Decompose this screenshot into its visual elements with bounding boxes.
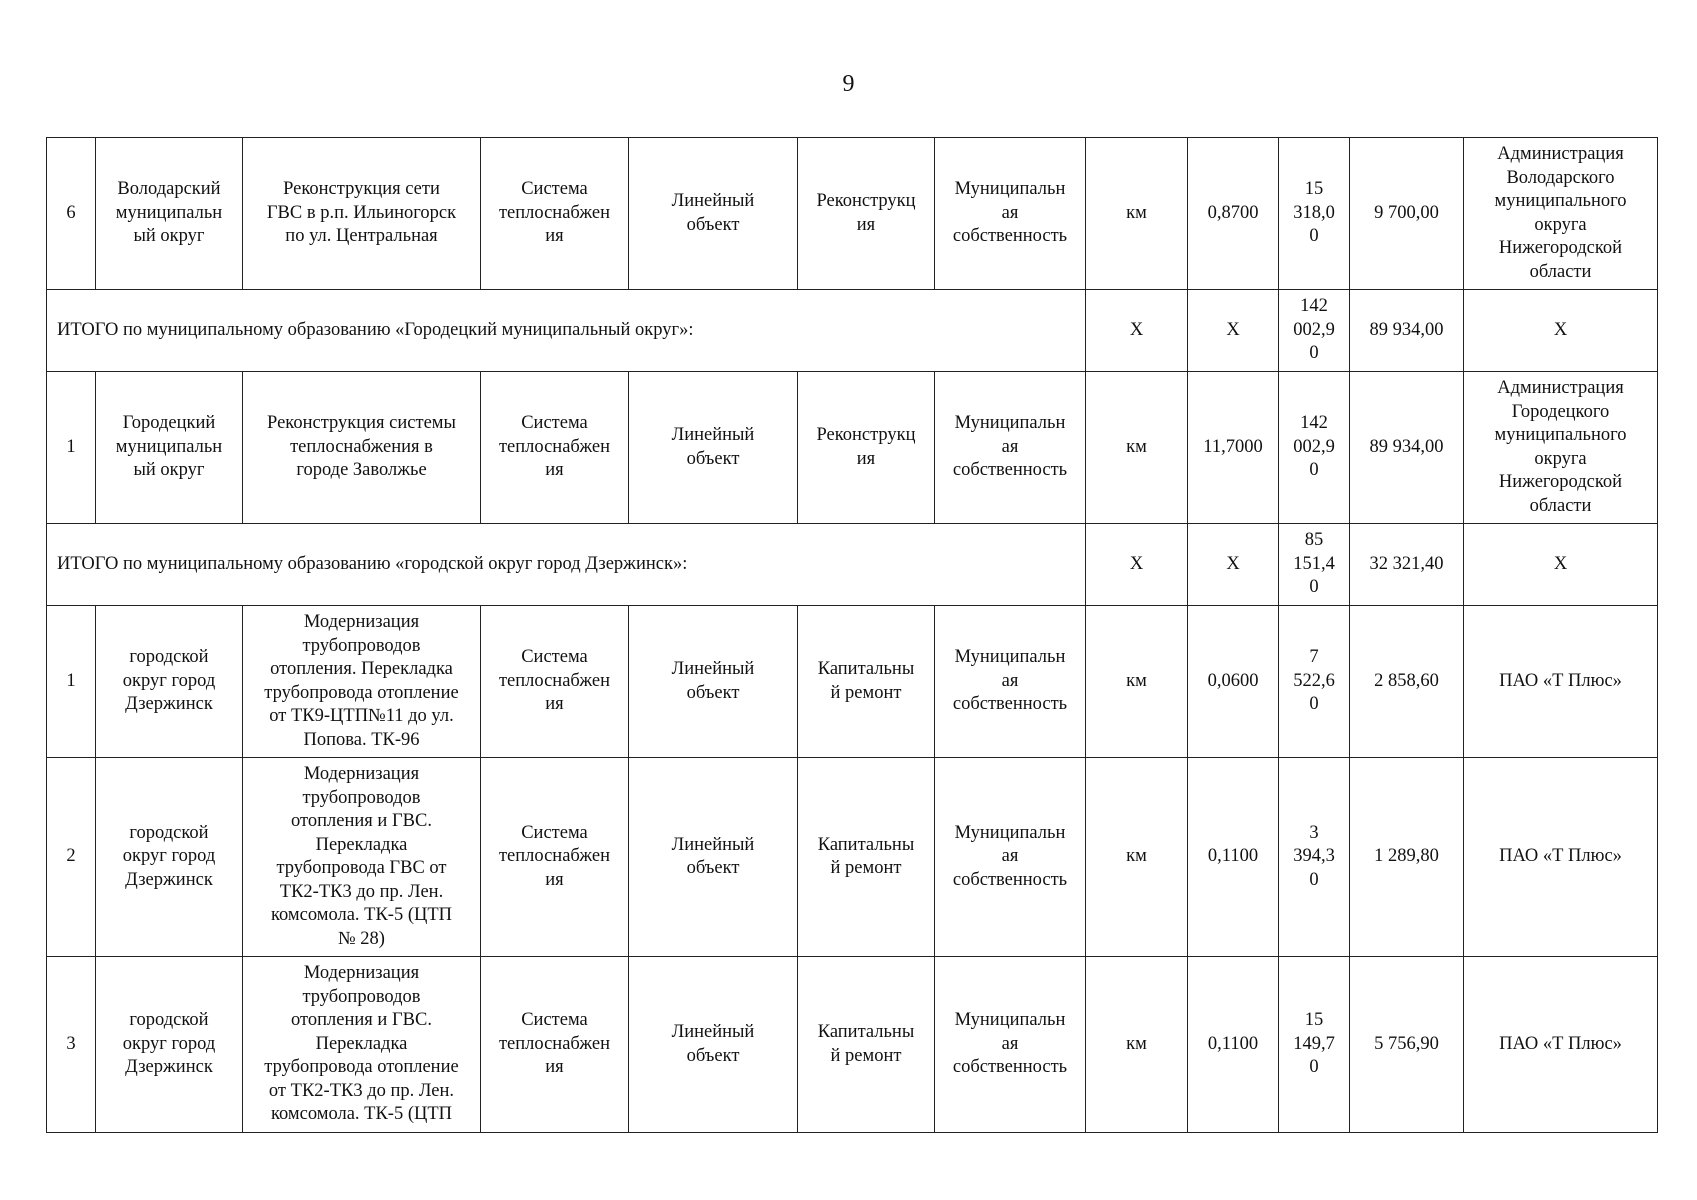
cell-line: муниципального (1494, 425, 1627, 445)
cell-line: Муниципальн (954, 647, 1066, 668)
cell-line: ТК2-ТК3 до пр. Лен. (279, 881, 444, 902)
cell-line: ия (545, 1057, 564, 1078)
cell-line: ГВС в р.п. Ильиногорск (266, 202, 457, 223)
length-cell: 0,0600 (1188, 606, 1279, 758)
total-row (47, 524, 1658, 606)
row-number: 3 (47, 957, 96, 1133)
cell-line: й ремонт (830, 682, 902, 703)
amount-cell: 2 858,60 (1350, 606, 1464, 758)
system-cell (481, 372, 629, 524)
cell-line: Перекладка (315, 834, 408, 855)
cell-line: Городецкого (1511, 401, 1610, 422)
projects-table (46, 137, 1658, 1133)
cell-line: Муниципальн (954, 822, 1066, 843)
cell-line: 002,9 (1293, 319, 1335, 340)
cell-line: Володарский (117, 179, 221, 200)
system-cell (481, 138, 629, 290)
cell-line: Линейный (671, 1022, 755, 1042)
cell-line: комсомола. ТК-5 (ЦТП (270, 905, 453, 925)
length-cell: Х (1188, 290, 1279, 372)
cell-line: собственность (952, 694, 1068, 715)
cell-line: отопления и ГВС. (291, 811, 432, 831)
cell-line: области (1529, 495, 1592, 516)
object-type-cell (629, 758, 798, 957)
object-type-cell (629, 957, 798, 1133)
total-label: ИТОГО по муниципальному образованию «Городецкий муниципальный округ»: (47, 290, 1086, 372)
system-cell (481, 957, 629, 1133)
cell-line: Дзержинск (125, 694, 213, 715)
cell-line: округ город (122, 670, 216, 691)
municipality-cell (96, 372, 243, 524)
row-number: 6 (47, 138, 96, 290)
executor-cell (1464, 138, 1658, 290)
unit-cell: км (1086, 372, 1188, 524)
amount-cell: 9 700,00 (1350, 138, 1464, 290)
cell-line: 0 (1309, 460, 1319, 481)
cell-line: Дзержинск (125, 1057, 213, 1078)
cell-line: Муниципальн (954, 413, 1066, 434)
cell-line: ия (545, 226, 564, 247)
ownership-cell (935, 372, 1086, 524)
length-cell: 0,1100 (1188, 758, 1279, 957)
cell-line: ия (856, 448, 876, 469)
unit-cell: км (1086, 606, 1188, 758)
work-type-cell (798, 758, 935, 957)
object-type-cell (629, 138, 798, 290)
cell-line: теплоснабжен (498, 846, 611, 867)
cell-line: собственность (952, 869, 1068, 890)
cell-line: Реконструкция сети (283, 179, 440, 200)
cell-line: теплоснабжен (498, 670, 611, 691)
object-type-cell (629, 372, 798, 524)
cell-line: Реконструкция системы (267, 413, 456, 434)
cell-line: комсомола. ТК-5 (ЦТП (270, 1104, 453, 1125)
table-row (47, 606, 1658, 758)
unit-cell: Х (1086, 524, 1188, 606)
cell-line: теплоснабжен (498, 202, 611, 223)
executor-cell (1464, 957, 1658, 1133)
cell-line: объект (686, 682, 740, 703)
cell-line: ый округ (133, 226, 205, 247)
cell-line: Линейный (671, 191, 755, 211)
unit-cell: км (1086, 957, 1188, 1133)
project-cell (243, 758, 481, 957)
amount-cell: 32 321,40 (1350, 524, 1464, 606)
cell-line: городской (129, 647, 209, 668)
cell-line: Модернизация (303, 764, 420, 784)
cell-line: Реконструкц (816, 191, 916, 211)
cell-line: Линейный (671, 425, 755, 445)
cell-line: 0 (1309, 694, 1319, 715)
cell-line: 318,0 (1293, 202, 1335, 223)
municipality-cell (96, 957, 243, 1133)
row-number: 1 (47, 606, 96, 758)
object-type-cell (629, 606, 798, 758)
cell-line: 0 (1309, 343, 1319, 364)
cell-line: трубопровода отопление (264, 1057, 459, 1078)
cell-line: Перекладка (315, 1033, 408, 1054)
table-row (47, 758, 1658, 957)
table-row (47, 372, 1658, 524)
executor-cell (1464, 758, 1658, 957)
cell-line: Нижегородской (1498, 238, 1623, 258)
table-row (47, 957, 1658, 1133)
cell-line: 0 (1309, 226, 1319, 247)
cell-line: Система (521, 822, 588, 843)
work-type-cell (798, 138, 935, 290)
cell-line: Дзержинск (125, 869, 213, 890)
cell-line: ая (1001, 846, 1019, 867)
cell-line: Нижегородской (1498, 472, 1623, 492)
amount-cell: 1 289,80 (1350, 758, 1464, 957)
cell-line: по ул. Центральная (285, 226, 438, 247)
cell-line: Капитальны (817, 834, 915, 855)
cell-line: ая (1001, 1033, 1019, 1054)
table-row (47, 138, 1658, 290)
cell-line: теплоснабжен (498, 436, 611, 457)
cell-line: Капитальны (817, 1022, 915, 1042)
cell-line: ый округ (133, 460, 205, 481)
cell-line: Модернизация (303, 963, 420, 984)
cell-line: теплоснабжения в (290, 436, 433, 457)
cell-line: 002,9 (1293, 436, 1335, 457)
length-cell: Х (1188, 524, 1279, 606)
executor-cell (1464, 372, 1658, 524)
cell-line: отопления и ГВС. (291, 1010, 432, 1031)
cell-line: ия (545, 460, 564, 481)
work-type-cell (798, 957, 935, 1133)
cell-line: области (1529, 261, 1592, 282)
cell-line: от ТК9-ЦТП№11 до ул. (269, 706, 454, 726)
row-number: 1 (47, 372, 96, 524)
cell-line: 15 (1304, 179, 1324, 200)
length-cell: 11,7000 (1188, 372, 1279, 524)
cost-cell (1279, 606, 1350, 758)
cell-line: объект (686, 1045, 740, 1066)
cell-line: й ремонт (830, 858, 902, 878)
cell-line: ая (1001, 202, 1019, 223)
cell-line: округа (1534, 448, 1587, 469)
cell-line: 522,6 (1293, 670, 1335, 691)
cell-line: Реконструкц (816, 425, 916, 445)
cell-line: округ город (122, 846, 216, 867)
work-type-cell (798, 372, 935, 524)
row-number: 2 (47, 758, 96, 957)
cell-line: 142 (1300, 413, 1328, 434)
amount-cell: 5 756,90 (1350, 957, 1464, 1133)
cell-line: трубопроводов (302, 787, 421, 808)
municipality-cell (96, 138, 243, 290)
cell-line: объект (686, 214, 740, 235)
cost-cell (1279, 290, 1350, 372)
executor-cell: Х (1464, 524, 1658, 606)
cell-line: ПАО «Т Плюс» (1499, 846, 1622, 867)
cell-line: ия (856, 214, 876, 235)
work-type-cell (798, 606, 935, 758)
cell-line: Модернизация (303, 612, 420, 632)
cell-line: Система (521, 413, 588, 434)
cell-line: ия (545, 694, 564, 715)
cell-line: округ город (122, 1033, 216, 1054)
cell-line: 149,7 (1293, 1033, 1335, 1054)
project-cell (243, 372, 481, 524)
cell-line: муниципального (1494, 191, 1627, 211)
cell-line: Система (521, 179, 588, 200)
cost-cell (1279, 524, 1350, 606)
cost-cell (1279, 758, 1350, 957)
cell-line: Линейный (671, 834, 755, 855)
length-cell: 0,8700 (1188, 138, 1279, 290)
system-cell (481, 758, 629, 957)
cell-line: 0 (1309, 869, 1319, 890)
cell-line: собственность (952, 460, 1068, 481)
cell-line: 151,4 (1293, 553, 1335, 574)
cell-line: собственность (952, 226, 1068, 247)
total-row (47, 290, 1658, 372)
cell-line: й ремонт (830, 1045, 902, 1066)
cell-line: трубопровода ГВС от (276, 858, 447, 878)
municipality-cell (96, 606, 243, 758)
cell-line: Администрация (1497, 378, 1624, 398)
cell-line: Володарского (1506, 167, 1615, 188)
cell-line: Капитальны (817, 659, 915, 679)
project-cell (243, 138, 481, 290)
total-label: ИТОГО по муниципальному образованию «городской округ город Дзержинск»: (47, 524, 1086, 606)
cell-line: муниципальн (115, 436, 223, 457)
cell-line: Система (521, 647, 588, 668)
cell-line: теплоснабжен (498, 1033, 611, 1054)
cell-line: ПАО «Т Плюс» (1499, 1033, 1622, 1054)
unit-cell: км (1086, 138, 1188, 290)
cell-line: 0 (1309, 577, 1319, 598)
cell-line: городской (129, 822, 209, 843)
cell-line: Попова. ТК-96 (303, 729, 420, 750)
executor-cell: Х (1464, 290, 1658, 372)
cell-line: Муниципальн (954, 179, 1066, 200)
cell-line: собственность (952, 1057, 1068, 1078)
ownership-cell (935, 758, 1086, 957)
cell-line: 142 (1300, 296, 1328, 317)
cell-line: ая (1001, 436, 1019, 457)
cell-line: № 28) (338, 928, 385, 949)
project-cell (243, 957, 481, 1133)
cell-line: трубопроводов (302, 986, 421, 1007)
cell-line: Администрация (1497, 144, 1624, 164)
cell-line: 3 (1309, 822, 1319, 843)
cell-line: муниципальн (115, 202, 223, 223)
cell-line: округа (1534, 214, 1587, 235)
cost-cell (1279, 138, 1350, 290)
executor-cell (1464, 606, 1658, 758)
unit-cell: км (1086, 758, 1188, 957)
cell-line: Система (521, 1010, 588, 1031)
cell-line: объект (686, 448, 740, 469)
cell-line: 15 (1304, 1010, 1324, 1031)
cost-cell (1279, 372, 1350, 524)
page-number: 9 (842, 71, 855, 97)
ownership-cell (935, 957, 1086, 1133)
ownership-cell (935, 606, 1086, 758)
project-cell (243, 606, 481, 758)
length-cell: 0,1100 (1188, 957, 1279, 1133)
cell-line: ПАО «Т Плюс» (1499, 670, 1622, 691)
cell-line: городской (129, 1010, 209, 1031)
cell-line: от ТК2-ТК3 до пр. Лен. (268, 1080, 455, 1101)
cell-line: объект (686, 858, 740, 878)
cell-line: трубопроводов (302, 635, 421, 656)
cell-line: Линейный (671, 659, 755, 679)
cell-line: 7 (1309, 647, 1319, 668)
unit-cell: Х (1086, 290, 1188, 372)
ownership-cell (935, 138, 1086, 290)
cost-cell (1279, 957, 1350, 1133)
cell-line: Муниципальн (954, 1010, 1066, 1031)
cell-line: ия (545, 869, 564, 890)
amount-cell: 89 934,00 (1350, 372, 1464, 524)
system-cell (481, 606, 629, 758)
cell-line: отопления. Перекладка (270, 659, 453, 679)
cell-line: ая (1001, 670, 1019, 691)
cell-line: трубопровода отопление (264, 682, 459, 703)
cell-line: городе Заволжье (296, 460, 427, 481)
cell-line: 394,3 (1293, 846, 1335, 867)
amount-cell: 89 934,00 (1350, 290, 1464, 372)
cell-line: 85 (1304, 530, 1324, 551)
cell-line: 0 (1309, 1057, 1319, 1078)
cell-line: Городецкий (122, 413, 216, 434)
municipality-cell (96, 758, 243, 957)
